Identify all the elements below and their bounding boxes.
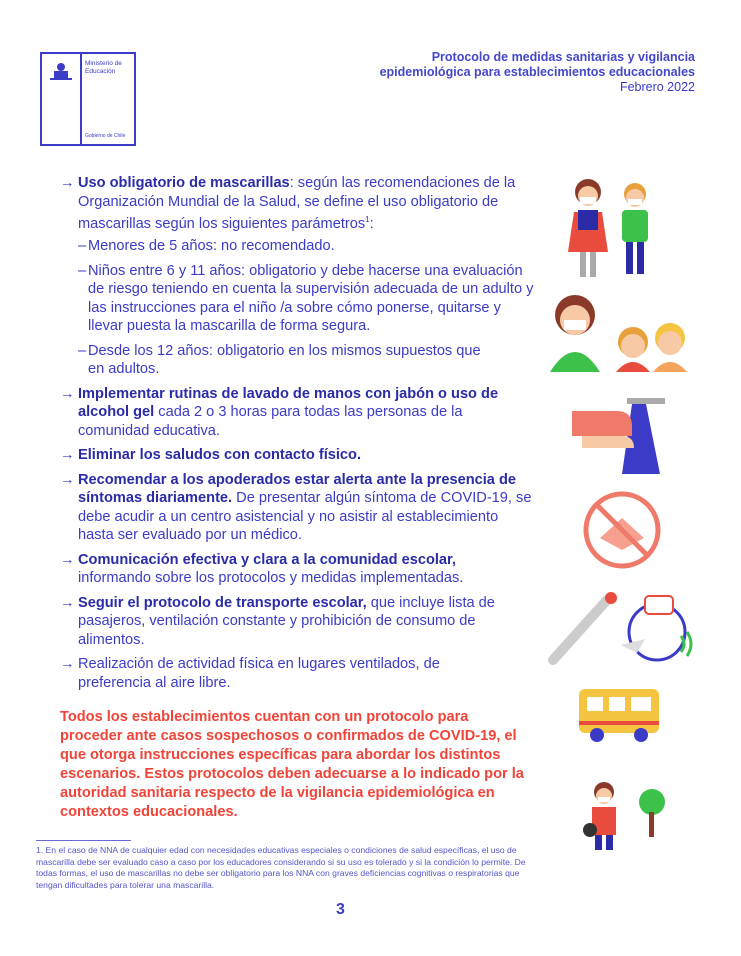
footnote-section [36,840,541,891]
arrow-icon: → [60,656,75,673]
item-text: : según las recomendaciones de la Organización Mundial de la Salud, se define el uso obligatorio de mascarillas según los siguientes parámetros [78,175,516,232]
list-item-symptoms [60,471,533,545]
footnote-ref: 1 [365,215,370,224]
arrow-icon: → [60,551,75,568]
item-heading: Uso obligatorio de mascarillas [78,175,290,191]
handwashing-gel-illustration [572,396,667,476]
school-bus-illustration [577,685,662,745]
list-item-greetings [60,446,535,465]
page-number: 3 [336,901,345,919]
thermometer-and-communication-illustration [545,590,695,670]
dash: – [78,342,87,359]
arrow-icon: → [60,447,75,464]
header-title-1: Protocolo de medidas sanitarias y vigilancia [431,50,695,64]
dash: – [78,262,87,279]
item-text: cada 2 o 3 horas para todas las personas de la comunidad educativa. [78,404,463,439]
item-heading: Implementar rutinas de lavado de manos con jabón o uso de alcohol gel [78,385,499,421]
item-heading: Seguir el protocolo de transporte escolar, [78,594,367,611]
item-heading: Eliminar los saludos con contacto físico. [78,447,362,464]
protocol-notice: Todos los establecimientos cuentan con un protocolo para proceder ante casos sospechosos o confirmados de COVID-19, el que otorga instrucciones específicas para abordar los distintos escenarios. Estos protocolos deben adecuarse a lo indicado por la autoridad sanitaria respecto de la vigilancia epidemiológica en contextos educacionales. [60,709,524,821]
government-name: Gobierno de Chile [85,133,126,139]
children-with-masks-illustration [560,172,660,282]
list-item-physical-activity [60,655,498,692]
item-text: Realización de actividad física en lugares ventilados, de preferencia al aire libre. [78,656,440,691]
list-item-transport [60,594,533,650]
sub-item-text: Menores de 5 años: no recomendado. [88,238,335,255]
arrow-icon: → [60,175,75,191]
footnote-divider [36,840,131,841]
header-date: Febrero 2022 [619,80,695,94]
header-title-2: epidemiológica para establecimientos educacionales [379,65,695,79]
sub-item [78,237,535,256]
item-text-end: : [369,215,374,232]
arrow-icon: → [60,471,75,488]
no-handshake-icon [582,490,662,570]
list-item-communication [60,551,518,588]
item-text: que incluye lista de pasajeros, ventilación constante y prohibición de consumo de alimentos. [78,594,495,648]
adult-and-children-illustration [550,290,690,372]
list-item-handwashing [60,385,518,441]
item-heading: Recomendar a los apoderados estar alerta ante la presencia de síntomas diariamente. [78,471,516,507]
sub-item-text: Niños entre 6 y 11 años: obligatorio y debe hacerse una evaluación de riesgo teniendo en cuenta la supervisión adecuada de un adulto y las instrucciones para el niño /a sobre cómo ponerse, quitarse y llevar puesta la mascarilla de forma segura. [88,262,534,335]
item-heading: Comunicación efectiva y clara a la comunidad escolar, [78,551,456,568]
footnote: 1. En el caso de NNA de cualquier edad con necesidades educativas especiales o condiciones de salud específicas, el uso de mascarilla debe ser evaluado caso a caso por los educadores considerando si su uso es tolerado y si la condición lo permite. De todas formas, el uso de mascarillas no debe ser obligatorio para los NNA con graves deficiencias cognitivas o respiratorias que tengan dificultades para tolerar una mascarilla. [36,845,526,890]
sub-item [78,342,488,379]
dash: – [78,238,87,255]
ministry-name: Ministerio de Educación [85,60,122,75]
item-text: De presentar algún síntoma de COVID-19, se debe acudir a un centro asistencial y no asistir al establecimiento hasta ser evaluado por un médico. [78,490,532,544]
sub-item-text: Desde los 12 años: obligatorio en los mismos supuestos que en adultos. [88,342,481,378]
measures-list [60,174,535,822]
list-item-masks [60,174,535,379]
arrow-icon: → [60,385,75,402]
item-text: informando sobre los protocolos y medidas implementadas. [78,570,464,587]
arrow-icon: → [60,594,75,611]
child-playing-outdoors-illustration [582,772,667,852]
sub-item [78,262,535,336]
